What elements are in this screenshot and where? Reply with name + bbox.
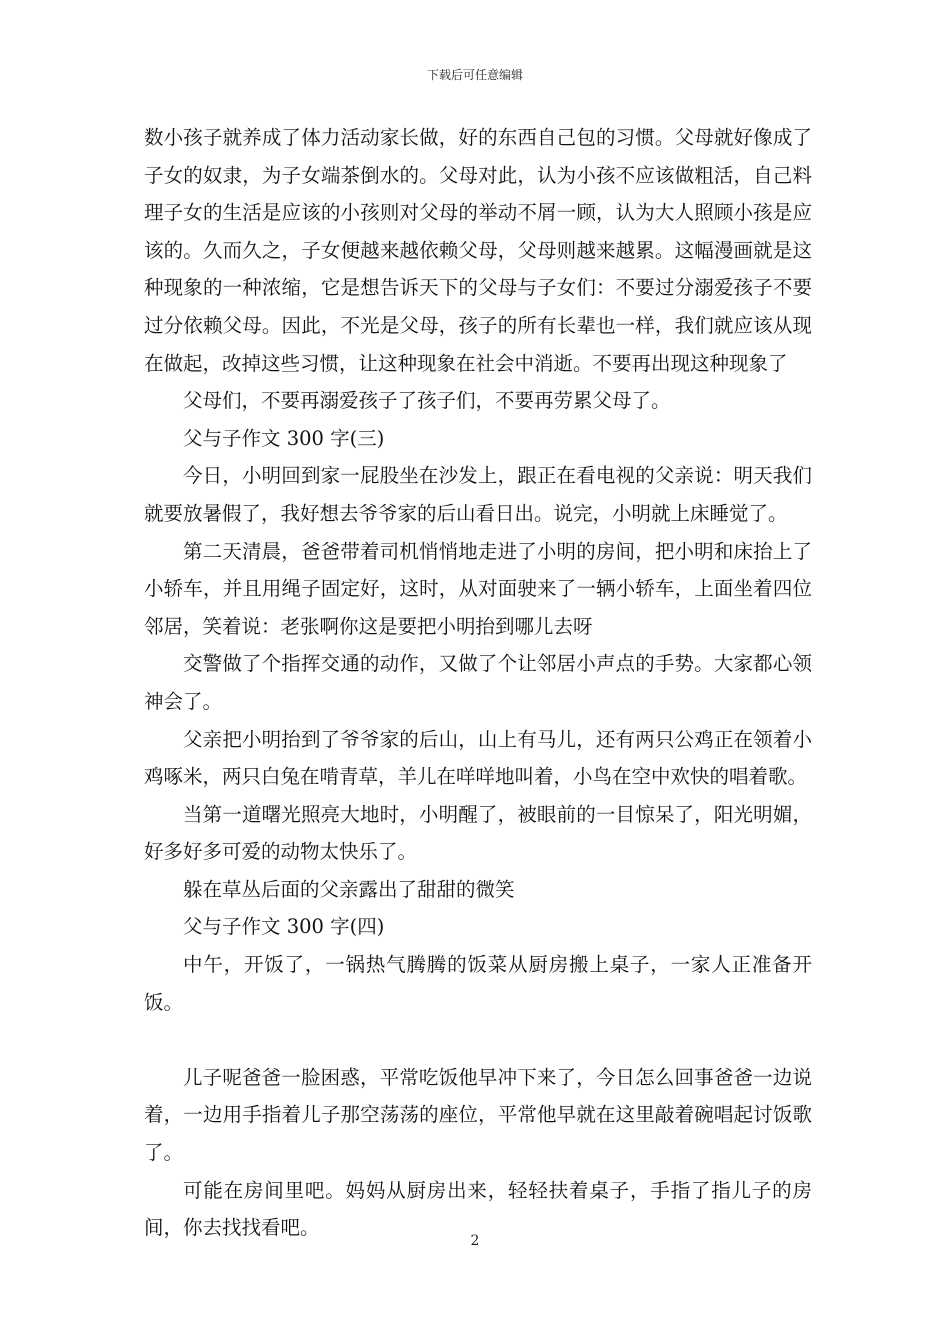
page-number: 2 <box>470 1233 480 1249</box>
paragraph: 可能在房间里吧。妈妈从厨房出来，轻轻扶着桌子，手指了指儿子的房间，你去找找看吧。 <box>144 1178 812 1240</box>
paragraph: 中午，开饭了，一锅热气腾腾的饭菜从厨房搬上桌子，一家人正准备开饭。 <box>144 953 812 1014</box>
page-header: 下载后可任意编辑 <box>426 68 523 82</box>
paragraph: 儿子呢爸爸一脸困惑，平常吃饭他早冲下来了，今日怎么回事爸爸一边说着，一边用手指着儿子那空荡荡的座位，平常他早就在这里敲着碗唱起讨饭歌了。 <box>144 1065 812 1165</box>
paragraph: 父母们，不要再溺爱孩子了孩子们，不要再劳累父母了。 <box>183 389 671 413</box>
paragraph: 当第一道曙光照亮大地时，小明醒了，被眼前的一目惊呆了，阳光明媚，好多好多可爱的动物太快乐了。 <box>144 802 812 864</box>
paragraph: 躲在草丛后面的父亲露出了甜甜的微笑 <box>183 877 515 901</box>
section-heading: 父与子作文 300 字(三) <box>183 426 385 450</box>
paragraph-continuation: 数小孩子就养成了体力活动家长做，好的东西自己包的习惯。父母就好像成了子女的奴隶，为子女端茶倒水的。父母对此，认为小孩不应该做粗活，自己料理子女的生活是应该的小孩则对父母的举动不屑一顾，认为大人照顾小孩是应该的。久而久之，子女便越来越依赖父母，父母则越来越累。这幅漫画就是这种现象的一种浓缩，它是想告诉天下的父母与子女们：不要过分溺爱孩子不要过分依赖父母。因此，不光是父母，孩子的所有长辈也一样，我们就应该从现在做起，改掉这些习惯，让这种现象在社会中消逝。不要再出现这种现象了 <box>144 126 812 375</box>
paragraph: 今日，小明回到家一屁股坐在沙发上，跟正在看电视的父亲说：明天我们就要放暑假了，我好想去爷爷家的后山看日出。说完，小明就上床睡觉了。 <box>144 464 812 525</box>
paragraph: 父亲把小明抬到了爷爷家的后山，山上有马儿，还有两只公鸡正在领着小鸡啄米，两只白兔在啃青草，羊儿在咩咩地叫着，小鸟在空中欢快的唱着歌。 <box>144 727 812 789</box>
section-heading: 父与子作文 300 字(四) <box>183 915 385 939</box>
paragraph: 交警做了个指挥交通的动作，又做了个让邻居小声点的手势。大家都心领神会了。 <box>144 652 812 713</box>
document-body <box>144 119 812 1247</box>
paragraph: 第二天清晨，爸爸带着司机悄悄地走进了小明的房间，把小明和床抬上了小轿车，并且用绳子固定好，这时，从对面驶来了一辆小轿车，上面坐着四位邻居，笑着说：老张啊你这是要把小明抬到哪儿去呀 <box>144 539 812 638</box>
